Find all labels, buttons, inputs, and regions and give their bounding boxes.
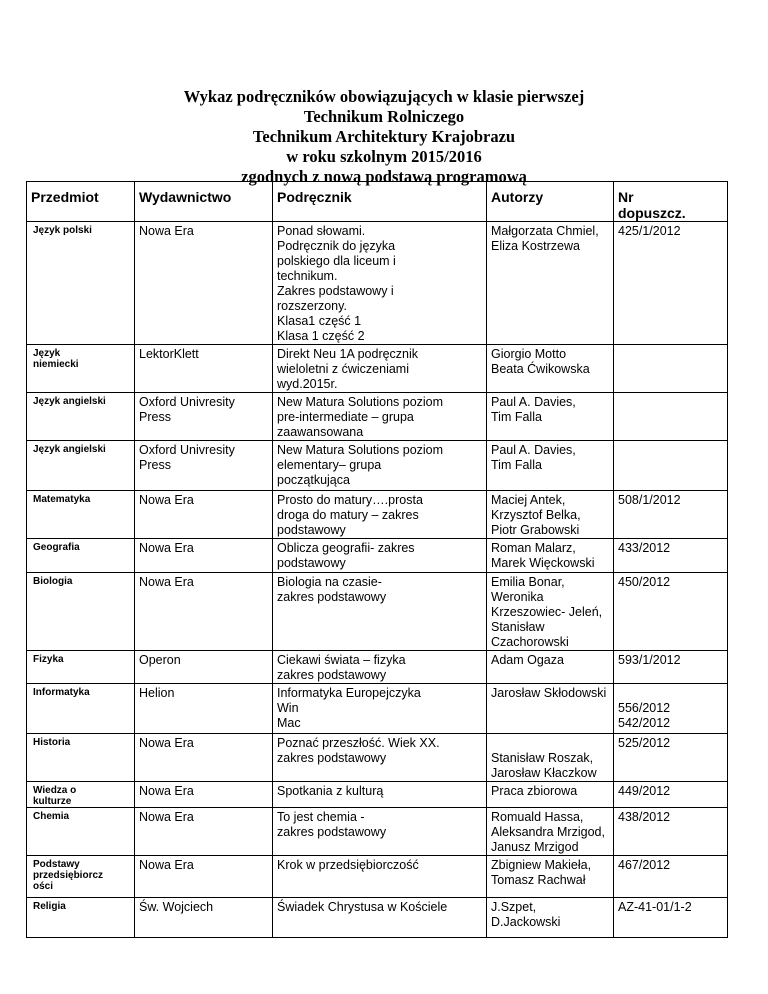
cell-line: Direkt Neu 1A podręcznik [277, 347, 419, 361]
cell-line: Ciekawi świata – fizyka [277, 653, 406, 667]
cell-line: Beata Ćwikowska [491, 362, 590, 376]
cell-line: 467/2012 [618, 858, 671, 872]
cell-line: Nowa Era [139, 541, 194, 555]
cell-line: Roman Malarz, [491, 541, 576, 555]
cell-line: Religia [33, 901, 66, 912]
cell-line: Stanisław Roszak, [491, 751, 594, 765]
book-cell [273, 898, 487, 938]
cell-line [618, 686, 723, 701]
number-cell [614, 222, 728, 345]
cell-line: Świadek Chrystusa w Kościele [277, 900, 448, 914]
cell-line: Podręcznik do języka [277, 239, 396, 253]
subject-cell [27, 573, 135, 651]
table-row [27, 651, 728, 684]
cell-line: Historia [33, 737, 71, 748]
header-label: Nr [618, 189, 634, 205]
number-cell [614, 345, 728, 393]
book-cell [273, 808, 487, 856]
number-cell [614, 491, 728, 539]
cell-line: Mac [277, 716, 301, 730]
cell-line: niemiecki [33, 359, 79, 370]
number-cell [614, 651, 728, 684]
cell-line: Aleksandra Mrzigod, [491, 825, 605, 839]
header-publisher [135, 182, 273, 222]
table-row [27, 782, 728, 808]
table-row [27, 539, 728, 573]
cell-line: Emilia Bonar, [491, 575, 565, 589]
cell-line: 438/2012 [618, 810, 671, 824]
subject-cell [27, 222, 135, 345]
cell-line: Jarosław Skłodowski [491, 686, 607, 700]
cell-line: Biologia na czasie- [277, 575, 382, 589]
cell-line: elementary– grupa [277, 458, 382, 472]
number-cell [614, 539, 728, 573]
document-heading [0, 87, 768, 187]
cell-line: Praca zbiorowa [491, 784, 578, 798]
book-cell [273, 573, 487, 651]
cell-line: przedsiębiorcz [33, 870, 104, 881]
cell-line: Krzysztof Belka, [491, 508, 581, 522]
cell-line: Spotkania z kulturą [277, 784, 384, 798]
cell-line: Geografia [33, 542, 80, 553]
table-row [27, 808, 728, 856]
cell-line: Poznać przeszłość. Wiek XX. [277, 736, 440, 750]
subject-cell [27, 808, 135, 856]
book-cell [273, 856, 487, 898]
cell-line: technikum. [277, 269, 338, 283]
cell-line: Klasa1 część 1 [277, 314, 362, 328]
cell-line: początkująca [277, 473, 350, 487]
textbook-table [26, 181, 728, 938]
publisher-cell [135, 782, 273, 808]
table-row [27, 684, 728, 734]
cell-line: 425/1/2012 [618, 224, 681, 238]
table-row [27, 734, 728, 782]
table-header-row [27, 182, 728, 222]
cell-line: Jarosław Kłaczkow [491, 766, 597, 780]
cell-line: Nowa Era [139, 224, 194, 238]
cell-line: LektorKlett [139, 347, 199, 361]
cell-line: Fizyka [33, 654, 64, 665]
cell-line: zakres podstawowy [277, 590, 387, 604]
cell-line: Paul A. Davies, [491, 443, 576, 457]
cell-line: Matematyka [33, 494, 91, 505]
cell-line [491, 736, 609, 751]
table-row [27, 898, 728, 938]
cell-line: Tomasz Rachwał [491, 873, 586, 887]
cell-line: AZ-41-01/1-2 [618, 900, 692, 914]
cell-line: Ponad słowami. [277, 224, 366, 238]
cell-line: Nowa Era [139, 575, 194, 589]
cell-line: Św. Wojciech [139, 900, 214, 914]
publisher-cell [135, 856, 273, 898]
cell-line: Małgorzata Chmiel, [491, 224, 599, 238]
publisher-cell [135, 441, 273, 491]
header-label: Podręcznik [277, 189, 352, 205]
subject-cell [27, 734, 135, 782]
authors-cell [487, 734, 614, 782]
authors-cell [487, 898, 614, 938]
cell-line: Klasa 1 część 2 [277, 329, 365, 343]
subject-cell [27, 651, 135, 684]
cell-line: Weronika [491, 590, 544, 604]
cell-line: New Matura Solutions poziom [277, 443, 444, 457]
cell-line: Tim Falla [491, 410, 542, 424]
cell-line: Oblicza geografii- zakres [277, 541, 415, 555]
authors-cell [487, 393, 614, 441]
authors-cell [487, 491, 614, 539]
subject-cell [27, 684, 135, 734]
cell-line: Giorgio Motto [491, 347, 567, 361]
heading-line: Wykaz podręczników obowiązujących w klasie pierwszej [183, 87, 585, 106]
table-row [27, 393, 728, 441]
subject-cell [27, 393, 135, 441]
authors-cell [487, 539, 614, 573]
cell-line: Janusz Mrzigod [491, 840, 579, 854]
heading-line: Technikum Rolniczego [303, 107, 465, 126]
book-cell [273, 782, 487, 808]
table-row [27, 222, 728, 345]
publisher-cell [135, 222, 273, 345]
cell-line: rozszerzony. [277, 299, 347, 313]
number-cell [614, 684, 728, 734]
book-cell [273, 539, 487, 573]
publisher-cell [135, 393, 273, 441]
cell-line: 433/2012 [618, 541, 671, 555]
header-number [614, 182, 728, 222]
cell-line: Język polski [33, 225, 92, 236]
subject-cell [27, 856, 135, 898]
cell-line: Nowa Era [139, 858, 194, 872]
cell-line: Chemia [33, 811, 70, 822]
authors-cell [487, 782, 614, 808]
number-cell [614, 441, 728, 491]
cell-line: Press [139, 458, 171, 472]
cell-line: pre-intermediate – grupa [277, 410, 414, 424]
book-cell [273, 222, 487, 345]
authors-cell [487, 684, 614, 734]
cell-line: zakres podstawowy [277, 668, 387, 682]
cell-line: Helion [139, 686, 175, 700]
cell-line: Język angielski [33, 396, 106, 407]
cell-line: 525/2012 [618, 736, 671, 750]
header-book [273, 182, 487, 222]
cell-line: podstawowy [277, 556, 346, 570]
cell-line: Nowa Era [139, 493, 194, 507]
publisher-cell [135, 345, 273, 393]
publisher-cell [135, 573, 273, 651]
cell-line: Oxford Univresity [139, 395, 235, 409]
header-subject [27, 182, 135, 222]
cell-line: To jest chemia - [277, 810, 365, 824]
heading-line: Technikum Architektury Krajobrazu [252, 127, 516, 146]
publisher-cell [135, 734, 273, 782]
number-cell [614, 734, 728, 782]
publisher-cell [135, 539, 273, 573]
cell-line: Adam Ogaza [491, 653, 564, 667]
cell-line: J.Szpet, [491, 900, 537, 914]
number-cell [614, 808, 728, 856]
header-authors [487, 182, 614, 222]
number-cell [614, 393, 728, 441]
header-label: Autorzy [491, 189, 544, 205]
book-cell [273, 684, 487, 734]
cell-line: Podstawy [33, 859, 80, 870]
subject-cell [27, 539, 135, 573]
cell-line: D.Jackowski [491, 915, 561, 929]
cell-line: Eliza Kostrzewa [491, 239, 580, 253]
table-body [27, 222, 728, 938]
cell-line: Zbigniew Makieła, [491, 858, 592, 872]
number-cell [614, 898, 728, 938]
table-row [27, 441, 728, 491]
book-cell [273, 393, 487, 441]
heading-line: w roku szkolnym 2015/2016 [286, 147, 482, 166]
header-label: dopuszcz. [618, 205, 686, 221]
cell-line: polskiego dla liceum i [277, 254, 396, 268]
cell-line: New Matura Solutions poziom [277, 395, 444, 409]
cell-line: wyd.2015r. [277, 377, 338, 391]
publisher-cell [135, 684, 273, 734]
cell-line: Język [33, 348, 61, 359]
cell-line: Oxford Univresity [139, 443, 235, 457]
cell-line: wieloletni z ćwiczeniami [277, 362, 409, 376]
authors-cell [487, 345, 614, 393]
cell-line: Język angielski [33, 444, 106, 455]
table-row [27, 491, 728, 539]
number-cell [614, 782, 728, 808]
cell-line: Piotr Grabowski [491, 523, 580, 537]
header-label: Przedmiot [31, 189, 99, 205]
authors-cell [487, 651, 614, 684]
cell-line: zakres podstawowy [277, 825, 387, 839]
cell-line: Marek Więckowski [491, 556, 595, 570]
cell-line: Informatyka Europejczyka [277, 686, 421, 700]
authors-cell [487, 222, 614, 345]
cell-line: Krzeszowiec- Jeleń, [491, 605, 603, 619]
cell-line: kulturze [33, 796, 72, 807]
authors-cell [487, 573, 614, 651]
cell-line: 449/2012 [618, 784, 671, 798]
authors-cell [487, 856, 614, 898]
book-cell [273, 441, 487, 491]
cell-line: ości [33, 881, 54, 892]
cell-line: Krok w przedsiębiorczość [277, 858, 419, 872]
cell-line: Nowa Era [139, 810, 194, 824]
cell-line: Operon [139, 653, 181, 667]
publisher-cell [135, 898, 273, 938]
cell-line: Prosto do matury….prosta [277, 493, 423, 507]
number-cell [614, 856, 728, 898]
cell-line: Informatyka [33, 687, 90, 698]
cell-line: Biologia [33, 576, 73, 587]
subject-cell [27, 898, 135, 938]
publisher-cell [135, 491, 273, 539]
publisher-cell [135, 651, 273, 684]
table-row [27, 573, 728, 651]
cell-line: Maciej Antek, [491, 493, 566, 507]
number-cell [614, 573, 728, 651]
cell-line: Paul A. Davies, [491, 395, 576, 409]
book-cell [273, 734, 487, 782]
cell-line: 556/2012 [618, 701, 671, 715]
cell-line: Nowa Era [139, 736, 194, 750]
cell-line: zakres podstawowy [277, 751, 387, 765]
cell-line: Win [277, 701, 299, 715]
book-cell [273, 345, 487, 393]
cell-line: Nowa Era [139, 784, 194, 798]
subject-cell [27, 345, 135, 393]
authors-cell [487, 808, 614, 856]
cell-line: 593/1/2012 [618, 653, 681, 667]
book-cell [273, 651, 487, 684]
subject-cell [27, 491, 135, 539]
cell-line: Tim Falla [491, 458, 542, 472]
cell-line: podstawowy [277, 523, 346, 537]
cell-line: Zakres podstawowy i [277, 284, 394, 298]
cell-line: droga do matury – zakres [277, 508, 419, 522]
table-row [27, 345, 728, 393]
cell-line: 542/2012 [618, 716, 671, 730]
cell-line: Czachorowski [491, 635, 569, 649]
subject-cell [27, 782, 135, 808]
book-cell [273, 491, 487, 539]
cell-line: 508/1/2012 [618, 493, 681, 507]
authors-cell [487, 441, 614, 491]
header-label: Wydawnictwo [139, 189, 232, 205]
cell-line: Stanisław [491, 620, 545, 634]
publisher-cell [135, 808, 273, 856]
cell-line: Romuald Hassa, [491, 810, 584, 824]
cell-line: zaawansowana [277, 425, 364, 439]
cell-line: 450/2012 [618, 575, 671, 589]
heading-line: zgodnych z nową podstawą programową [241, 167, 527, 186]
subject-cell [27, 441, 135, 491]
cell-line: Wiedza o [33, 785, 77, 796]
cell-line: Press [139, 410, 171, 424]
table-row [27, 856, 728, 898]
